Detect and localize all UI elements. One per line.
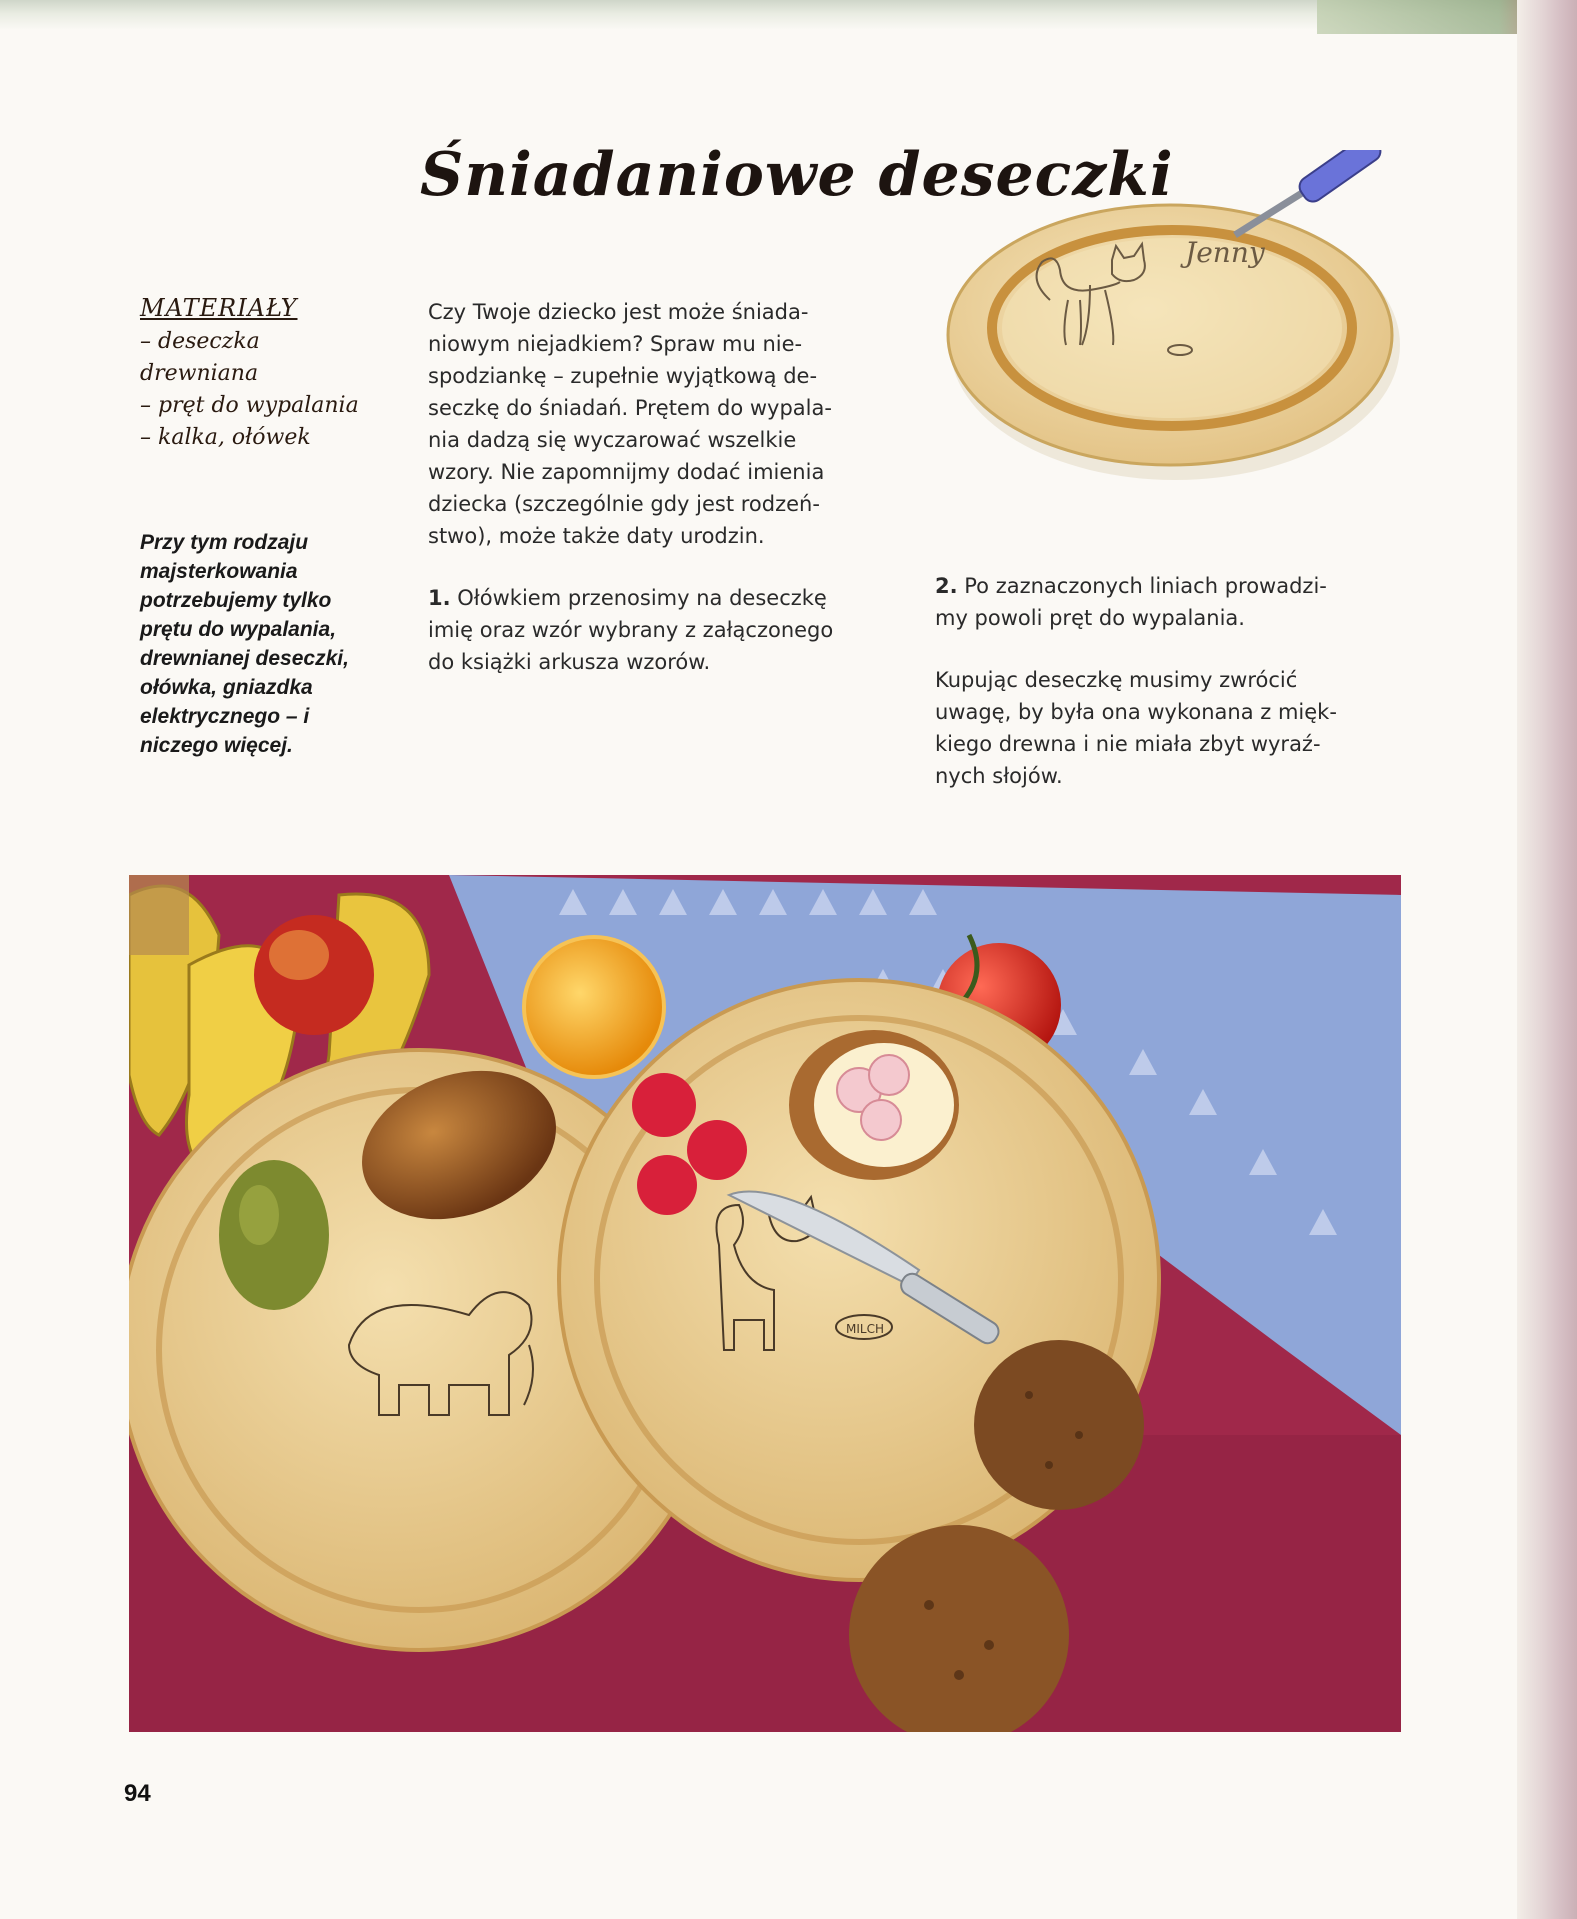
right-text-column xyxy=(935,570,1405,822)
materials-box xyxy=(140,292,370,454)
page-number: 94 xyxy=(124,1780,151,1807)
materials-item: – deseczka drewniana xyxy=(140,329,260,386)
step-1-text: Ołówkiem przenosimy na deseczkę imię oraz wzór wybrany z załączonego do książki arkusza wzorów. xyxy=(428,586,834,674)
milk-bowl-label: MILCH xyxy=(846,1322,884,1336)
wholegrain-roll xyxy=(974,1340,1144,1510)
step-1-number: 1. xyxy=(428,586,451,610)
burning-pen-icon xyxy=(1235,150,1384,235)
page-title: Śniadaniowe deseczki xyxy=(420,140,1174,210)
board-inner xyxy=(1002,238,1342,418)
materials-heading: MATERIAŁY xyxy=(140,294,298,322)
radish xyxy=(637,1155,697,1215)
step-2-number: 2. xyxy=(935,574,958,598)
green-pear xyxy=(219,1160,329,1310)
intro-paragraph: Czy Twoje dziecko jest może śniada- niowym niejadkiem? Spraw mu nie- spodziankę – zupełnie wyjątkową de- seczkę do śniadań. Prętem do wypala- nia dadzą się wyczarować wszelkie wzory. Nie zapomnijmy dodać imienia dziecka (szczególnie gdy jest rodzeń- stwo), może także daty urodzin. xyxy=(428,300,832,548)
materials-item: – pręt do wypalania xyxy=(140,393,359,418)
board-illustration xyxy=(940,150,1420,510)
step-2-paragraph xyxy=(935,570,1405,634)
breakfast-photo xyxy=(129,875,1401,1732)
materials-item: – kalka, ołówek xyxy=(140,425,311,450)
radish xyxy=(687,1120,747,1180)
step-1-paragraph xyxy=(428,582,898,678)
radish xyxy=(632,1073,696,1137)
juice-glass xyxy=(524,937,664,1077)
page-gutter-shadow xyxy=(1517,0,1577,1919)
tip-paragraph: Kupując deseczkę musimy zwrócić uwagę, by była ona wykonana z mięk- kiego drewna i nie miała zbyt wyraź- nych słojów. xyxy=(935,668,1337,788)
board-name-text: Jenny xyxy=(1185,236,1265,269)
sidebar-note: Przy tym rodzaju majsterkowania potrzebujemy tylko prętu do wypalania, drewnianej deseczki, ołówka, gniazdka elektrycznego – i niczego więcej. xyxy=(140,531,349,757)
step-2-text: Po zaznaczonych liniach prowadzi- my powoli pręt do wypalania. xyxy=(935,574,1327,630)
left-text-column xyxy=(428,296,898,708)
